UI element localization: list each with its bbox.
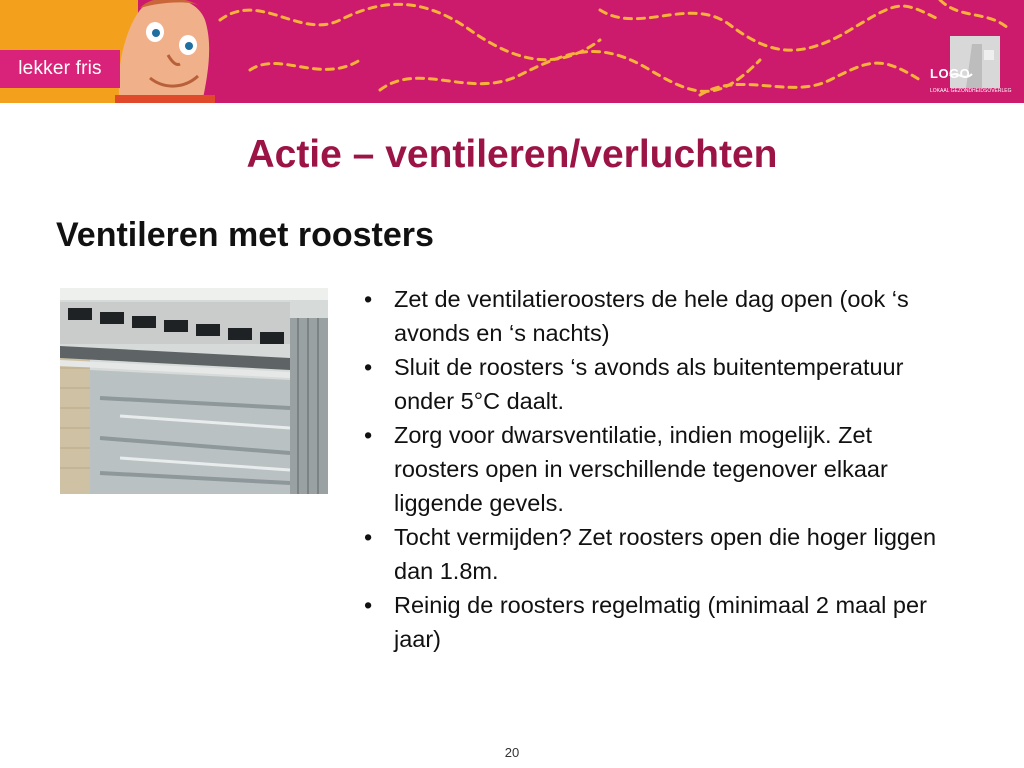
list-item — [360, 520, 950, 588]
list-item — [360, 418, 950, 520]
list-item — [360, 282, 950, 350]
page-number: 20 — [504, 745, 520, 760]
bullet-marker: • — [364, 286, 373, 312]
logo-subtext: LOKAAL GEZONDHEIDSOVERLEG — [930, 88, 1012, 94]
brand-label: lekker fris — [0, 50, 120, 88]
bullet-marker: • — [364, 524, 373, 550]
list-item — [360, 588, 950, 656]
bullet-text: Zorg voor dwarsventilatie, indien mogelijk. Zet roosters open in verschillende tegenover elkaar liggende gevels. — [394, 422, 888, 516]
logo-text: LOGO — [930, 66, 971, 81]
bullet-text: Zet de ventilatieroosters de hele dag open (ook ‘s avonds en ‘s nachts) — [394, 286, 909, 346]
slide-subtitle: Ventileren met roosters — [56, 216, 434, 254]
bullet-text: Sluit de roosters ‘s avonds als buitentemperatuur onder 5°C daalt. — [394, 354, 904, 414]
mascot-illustration — [110, 0, 220, 103]
organization-logo — [926, 36, 1016, 98]
bullet-list — [360, 282, 950, 656]
bullet-marker: • — [364, 354, 373, 380]
bullet-text: Tocht vermijden? Zet roosters open die hoger liggen dan 1.8m. — [394, 524, 937, 584]
bullet-text: Reinig de roosters regelmatig (minimaal 2 maal per jaar) — [394, 592, 927, 652]
ventilation-grille-photo — [60, 288, 328, 494]
bullet-marker: • — [364, 422, 373, 448]
list-item — [360, 350, 950, 418]
slide-title: Actie – ventileren/verluchten — [246, 133, 778, 176]
header-banner — [0, 0, 1024, 103]
bullet-marker: • — [364, 592, 373, 618]
